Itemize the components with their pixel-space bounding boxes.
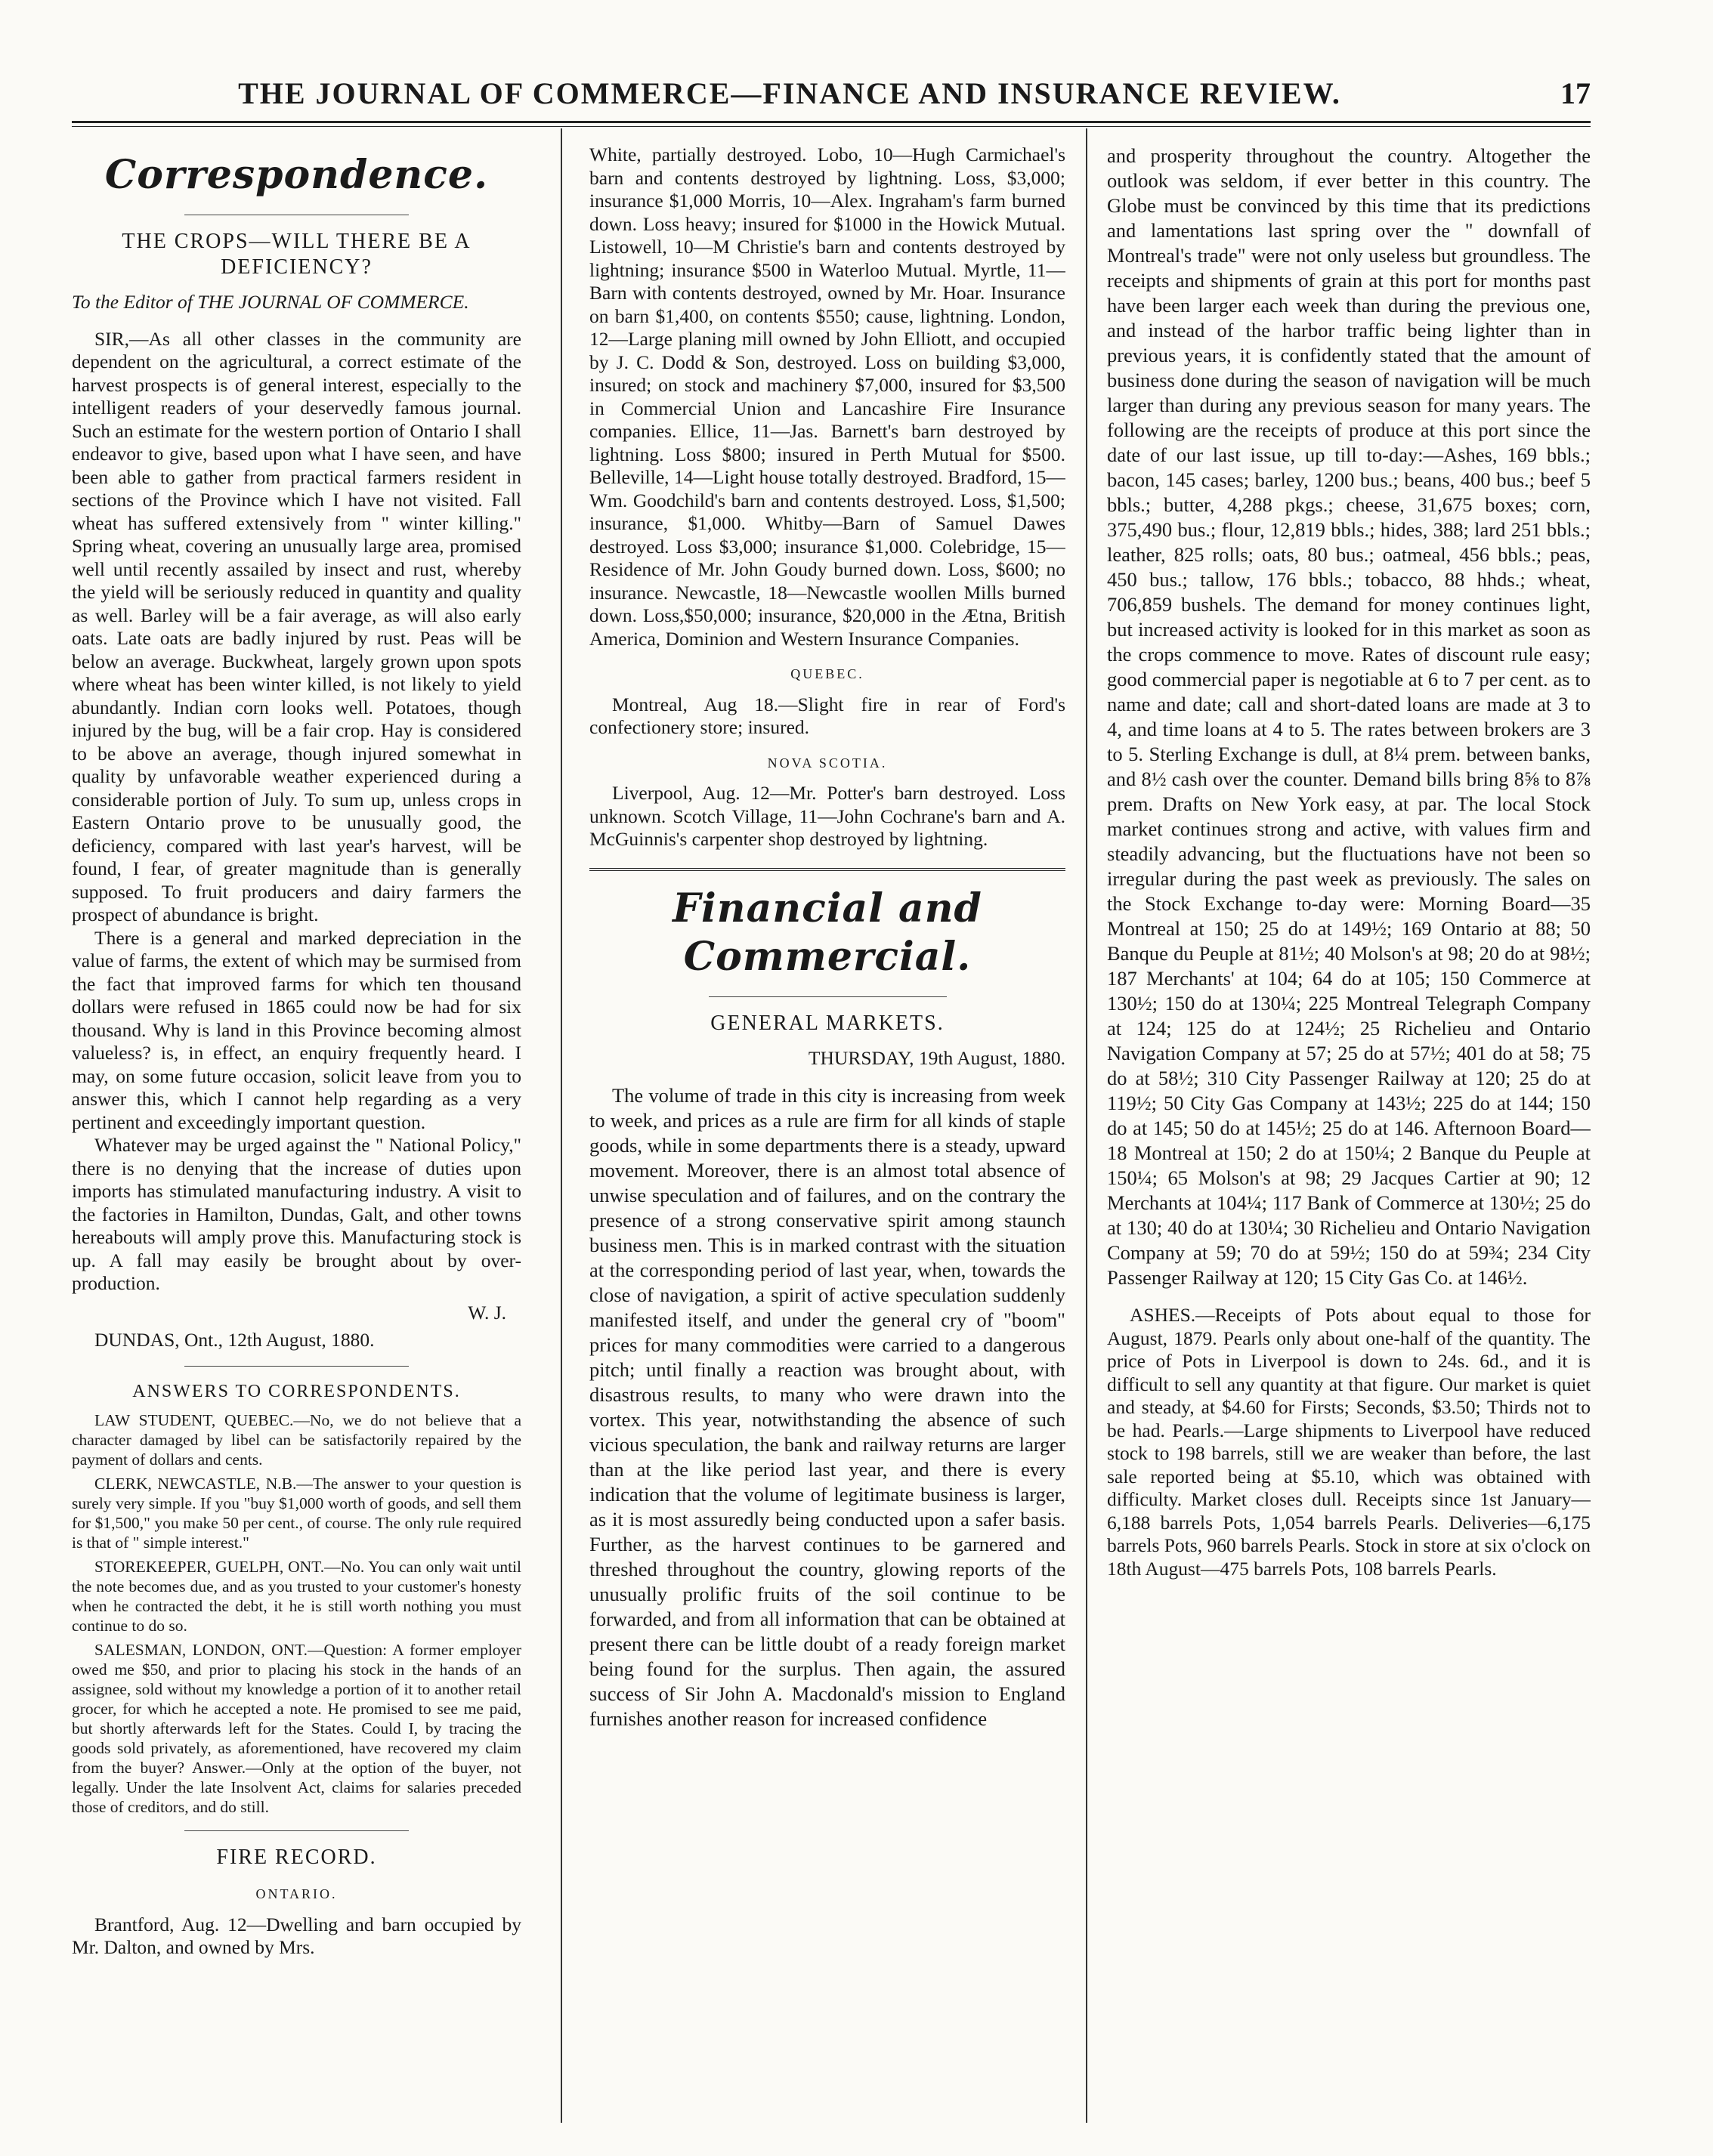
- journal-title: THE JOURNAL OF COMMERCE—FINANCE AND INSURANCE REVIEW.: [238, 76, 1341, 110]
- markets-dateline: THURSDAY, 19th August, 1880.: [808, 1046, 1065, 1069]
- markets-text-continued: and prosperity throughout the country. Altogether the outlook was seldom, if ever better in this country. The Globe must be convinced by this time that its predictions and lamentations last spring over the " downfall of Montreal's trade" were not only useless but groundless. The receipts and shipments of grain at this port for months past have been larger each week than during the previous one, and instead of the harbor traffic being lighter than in previous years, it is confidently stated that the amount of business done during the season of navigation will be much larger than during any previous season for many years. The following are the receipts of produce at this port since the date of our last issue, up till to-day:—Ashes, 169 bbls.; bacon, 145 cases; barley, 1200 bus.; beans, 400 bus.; beef 5 bbls.; butter, 4,288 pkgs.; cheese, 31,675 boxes; corn, 375,490 bus.; flour, 12,819 bbls.; hides, 388; lard 251 bbls.; leather, 825 rolls; oats, 80 bus.; oatmeal, 456 bbls.; peas, 450 bus.; tallow, 176 bbls.; tobacco, 88 hhds.; wheat, 706,859 bushels. The demand for money continues light, but increased activity is looked for in this market as soon as the crops commence to move. Rates of discount rule easy; good commercial paper is negotiable at 6 to 7 per cent. as to name and date; call and short-dated loans are made at 3 to 4, and time loans at 4 to 5. The rates between brokers are 3 to 5. Sterling Exchange is dull, at 8¼ prem. between banks, and 8½ cash over the counter. Demand bills bring 8⅝ to 8⅞ prem. Drafts on New York easy, at par. The local Stock market continues strong and active, with values firm and steadily advancing, but the fluctuations have not been so irregular during the past week as previously. The sales on the Stock Exchange to-day were: Morning Board—35 Montreal at 150; 25 do at 149½; 169 Ontario at 88; 50 Banque du Peuple at 81½; 40 Molson's at 98; 20 do at 98½; 187 Merchants' at 104; 64 do at 105; 150 Commerce at 130½; 150 do at 130¼; 225 Montreal Telegraph Company at 124; 125 do at 124½; 25 Richelieu and Ontario Navigation Company at 57; 25 do at 57½; 401 do at 58; 75 do at 58½; 310 City Passenger Railway at 120; 25 do at 119½; 50 City Gas Company at 143½; 225 do at 144; 150 do at 145; 50 do at 145½; 25 do at 146. Afternoon Board—18 Montreal at 150; 2 do at 150¼; 2 Banque du Peuple at 150¼; 65 Molson's at 98; 29 Jacques Cartier at 90; 12 Merchants at 104¼; 117 Bank of Commerce at 130½; 25 do at 130; 40 do at 130¼; 30 Richelieu and Ontario Navigation Company at 59; 70 do at 59½; 150 do at 59¾; 234 City Passenger Railway at 120; 15 City Gas Co. at 146½.: [1107, 144, 1591, 1289]
- column-2: [589, 144, 1065, 2123]
- nova-scotia-fire-text: Liverpool, Aug. 12—Mr. Potter's barn destroyed. Loss unknown. Scotch Village, 11—John Cochrane's barn and A. McGuinnis's carpenter shop destroyed by lightning.: [589, 782, 1065, 850]
- answer-item: SALESMAN, LONDON, ONT.—Question: A former employer owed me $50, and prior to placing his stock in the hands of an assignee, sold without my knowledge a portion of it to another retail grocer, for which he accepted a note. He promised to see me paid, but shortly afterwards left for the States. Could I, by tracing the goods sold privately, as aforementioned, have recovered my claim from the buyer? Answer.—Only at the option of the buyer, not legally. Under the late Insolvent Act, claims for salaries preceded those of creditors, and do still.: [72, 1641, 521, 1816]
- column-divider: [561, 128, 562, 2123]
- ashes-report: ASHES.—Receipts of Pots about equal to those for August, 1879. Pearls only about one-half of the quantity. The price of Pots in Liverpool is down to 24s. 6d., and it is difficult to sell any quantity at that figure. Our market is quiet and steady, at $4.60 for Firsts; Seconds, $3.50; Thirds not to be had. Pearls.—Large shipments to Liverpool have reduced stock to 198 barrels, still we are weaker than before, the last sale reported being at $5.10, which was obtained with difficulty. Market closes dull. Receipts since 1st January—6,188 barrels Pots, 1,054 barrels Pearls. Deliveries—6,175 barrels Pots, 960 barrels Pearls. Stock in store at six o'clock on 18th August—475 barrels Pots, 108 barrels Pearls.: [1107, 1304, 1591, 1580]
- letter-paragraph: There is a general and marked depreciation in the value of farms, the extent of which may be surmised from the fact that improved farms for which ten thousand dollars were refused in 1865 could now be had for six thousand. Why is land in this Province becoming almost valueless? is, in effect, an enquiry frequently heard. I may, on some future occasion, solicit leave from you to answer this, which I cannot help regarding as a very pertinent and exceedingly important question.: [72, 926, 521, 1133]
- fire-record-text: White, partially destroyed. Lobo, 10—Hugh Carmichael's barn and contents destroyed by lightning. Loss, $3,000; insurance $1,000 Morris, 10—Alex. Ingraham's farm burned down. Loss heavy; insured for $1000 in the Howick Mutual. Listowell, 10—M Christie's barn and contents destroyed by lightning; insurance $500 in Waterloo Mutual. Myrtle, 11—Barn with contents destroyed, owned by Mr. Hoar. Insurance on barn $1,400, on contents $550; cause, lightning. London, 12—Large planing mill owned by John Elliott, and occupied by J. C. Dodd & Son, destroyed. Loss on building $3,000, insured; on stock and machinery $7,000, insured for $3,500 in Commercial Union and Lancashire Fire Insurance companies. Ellice, 11—Jas. Barnett's barn destroyed by lightning. Loss $800; insured in Perth Mutual for $500. Belleville, 14—Light house totally destroyed. Bradford, 15—Wm. Goodchild's barn and contents destroyed. Loss, $1,500; insurance, $1,000. Whitby—Barn of Samuel Dawes destroyed. Loss $3,000; insurance $1,000. Colebridge, 15—Residence of Mr. John Goudy burned down. Loss, $600; no insurance. Newcastle, 18—Newcastle woollen Mills burned down. Loss,$50,000; insurance, $20,000 in the Ætna, British America, Dominion and Western Insurance Companies.: [589, 144, 1065, 650]
- letter-title: THE CROPS—WILL THERE BE A DEFICIENCY?: [122, 230, 472, 279]
- general-markets-title: GENERAL MARKETS.: [710, 1011, 945, 1035]
- letter-paragraph: SIR,—As all other classes in the community are dependent on the agricultural, a correct estimate of the harvest prospects is of general interest, especially to the intelligent readers of your deservedly famous journal. Such an estimate for the western portion of Ontario I shall endeavor to give, based upon what I have seen, and have been able to gather from practical farmers resident in sections of the Province which I have not visited. Fall wheat has suffered extensively from " winter killing." Spring wheat, covering an unusually large area, promised well until recently assailed by insect and rust, whereby the yield will be seriously reduced in quantity and quality as well. Barley will be a fair average, as will also early oats. Late oats are badly injured by rust. Peas will be below an average. Buckwheat, largely grown upon spots where wheat has been winter killed, is not likely to yield abundantly. Indian corn looks well. Potatoes, though injured by the bug, will be a fair crop. Hay is considered to be above an average, though injured somewhat in quality by unfavorable weather experienced during a considerable portion of July. To sum up, unless crops in Eastern Ontario prove to be unusually good, the deficiency, compared with last year's harvest, will be found, I fear, of greater magnitude than is generally supposed. To fruit producers and dairy farmers the prospect of abundance is bright.: [72, 327, 521, 925]
- quebec-heading: QUEBEC.: [790, 666, 864, 681]
- section-rule: [184, 1830, 410, 1831]
- to-editor-line: To the Editor of THE JOURNAL OF COMMERCE.: [72, 291, 469, 313]
- ontario-heading: ONTARIO.: [255, 1886, 338, 1901]
- header-rule: [72, 121, 1591, 127]
- section-rule: [589, 868, 1065, 871]
- answers-title: ANSWERS TO CORRESPONDENTS.: [132, 1381, 461, 1401]
- column-3: [1107, 144, 1591, 2123]
- section-rule: [184, 1366, 410, 1367]
- column-divider: [1086, 128, 1087, 2123]
- correspondence-section-title: Correspondence.: [104, 152, 489, 198]
- column-1: [72, 144, 521, 2123]
- answers-list: [72, 1410, 521, 1817]
- answer-item: LAW STUDENT, QUEBEC.—No, we do not believe that a character damaged by libel can be satisfactorily repaired by the payment of dollars and cents.: [72, 1411, 521, 1469]
- answer-item: STOREKEEPER, GUELPH, ONT.—No. You can only wait until the note becomes due, and as you trusted to your customer's honesty when he contracted the debt, it he is still worth nothing you must continue to do so.: [72, 1558, 521, 1635]
- fire-record-title: FIRE RECORD.: [216, 1846, 377, 1869]
- nova-scotia-heading: NOVA SCOTIA.: [767, 755, 888, 771]
- answer-item: CLERK, NEWCASTLE, N.B.—The answer to your question is surely very simple. If you "buy $1,000 worth of goods, and sell them for $1,500," you make 50 per cent., of course. The only rule required is that of " simple interest.": [72, 1475, 521, 1552]
- section-rule: [709, 996, 947, 997]
- letter-dateline: DUNDAS, Ont., 12th August, 1880.: [94, 1329, 375, 1351]
- markets-text: The volume of trade in this city is increasing from week to week, and prices as a rule are firm for all kinds of staple goods, while in some departments there is a steady, upward movement. Moreover, there is an almost total absence of unwise speculation and of failures, and on the contrary the presence of a strong conservative spirit among staunch business men. This is in marked contrast with the situation at the corresponding period of last year, when, towards the close of navigation, a spirit of active speculation suddenly manifested itself, and under the general cry of "boom" prices for many commodities were carried to a dangerous pitch; until finally a reaction was brought about, with disastrous results, to many who were drawn into the vortex. This year, notwithstanding the absence of such vicious speculation, the bank and railway returns are larger than at the like period last year, and there is every indication that the volume of legitimate business is larger, as it is most assuredly being conducted upon a safer basis. Further, as the harvest continues to be garnered and threshed throughout the country, glowing reports of the unusually prolific fruits of the soil continue to be forwarded, and from all information that can be obtained at present there can be little doubt of a ready foreign market being found for the surplus. Then again, the assured success of Sir John A. Macdonald's mission to England furnishes another reason for increased confidence: [589, 1084, 1065, 1730]
- letter-signature: W. J.: [468, 1301, 506, 1324]
- page-header: [72, 76, 1591, 113]
- letter-paragraph: Whatever may be urged against the " National Policy," there is no denying that the increase of duties upon imports has stimulated manufacturing industry. A visit to the factories in Hamilton, Dundas, Galt, and other towns hereabouts will amply prove this. Manufacturing stock is up. A fall may easily be brought about by over-production.: [72, 1134, 521, 1294]
- financial-section-title: Financial and Commercial.: [673, 885, 982, 980]
- quebec-fire-text: Montreal, Aug 18.—Slight fire in rear of Ford's confectionery store; insured.: [589, 693, 1065, 738]
- page-number: 17: [1560, 76, 1591, 110]
- fire-record-text: Brantford, Aug. 12—Dwelling and barn occupied by Mr. Dalton, and owned by Mrs.: [72, 1913, 521, 1958]
